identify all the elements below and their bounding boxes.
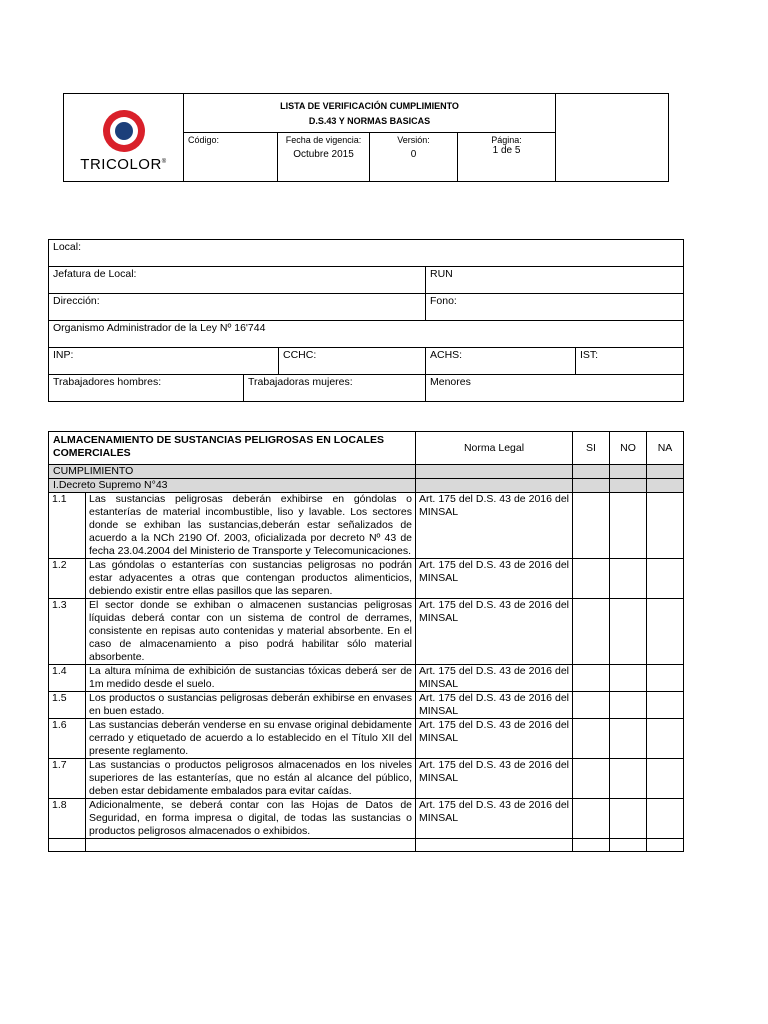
item-text: La altura mínima de exhibición de sustancias tóxicas deberá ser de 1m medido desde el suelo.	[86, 665, 416, 692]
jefatura-field[interactable]: Jefatura de Local:	[49, 267, 426, 294]
mujeres-field[interactable]: Trabajadoras mujeres:	[244, 375, 426, 402]
organismo-field[interactable]: Organismo Administrador de la Ley Nº 16'744	[49, 321, 684, 348]
item-law: Art. 175 del D.S. 43 de 2016 del MINSAL	[416, 759, 573, 799]
inp-field[interactable]: INP:	[49, 348, 279, 375]
item-text: Las sustancias o productos peligrosos almacenados en los niveles superiores de las estanterías, que no están al alcance del público, deben estar debidamente embalados para evitar caídas.	[86, 759, 416, 799]
item-number: 1.2	[49, 559, 86, 599]
item-law: Art. 175 del D.S. 43 de 2016 del MINSAL	[416, 559, 573, 599]
checklist-row	[49, 559, 684, 599]
checklist-title: ALMACENAMIENTO DE SUSTANCIAS PELIGROSAS EN LOCALES COMERCIALES	[49, 432, 416, 465]
col-si: SI	[573, 432, 610, 465]
fono-field[interactable]: Fono:	[426, 294, 684, 321]
no-checkbox-cell[interactable]	[610, 692, 647, 719]
checklist-row	[49, 719, 684, 759]
na-checkbox-cell[interactable]	[647, 692, 684, 719]
checklist-row	[49, 799, 684, 839]
item-number: 1.6	[49, 719, 86, 759]
item-number: 1.5	[49, 692, 86, 719]
empty-row	[49, 839, 684, 852]
item-law: Art. 175 del D.S. 43 de 2016 del MINSAL	[416, 692, 573, 719]
document-header	[63, 93, 669, 182]
si-checkbox-cell[interactable]	[573, 559, 610, 599]
na-checkbox-cell[interactable]	[647, 559, 684, 599]
checklist-row	[49, 599, 684, 665]
item-number: 1.7	[49, 759, 86, 799]
si-checkbox-cell[interactable]	[573, 719, 610, 759]
pagina-cell: Página: 1 de 5	[458, 133, 556, 182]
ist-field[interactable]: IST:	[576, 348, 684, 375]
si-checkbox-cell[interactable]	[573, 759, 610, 799]
item-number: 1.1	[49, 493, 86, 559]
item-law: Art. 175 del D.S. 43 de 2016 del MINSAL	[416, 493, 573, 559]
col-norma-legal: Norma Legal	[416, 432, 573, 465]
si-checkbox-cell[interactable]	[573, 665, 610, 692]
item-law: Art. 175 del D.S. 43 de 2016 del MINSAL	[416, 719, 573, 759]
logo-text: TRICOLOR®	[80, 156, 167, 173]
item-number: 1.4	[49, 665, 86, 692]
run-field[interactable]: RUN	[426, 267, 684, 294]
no-checkbox-cell[interactable]	[610, 599, 647, 665]
item-law: Art. 175 del D.S. 43 de 2016 del MINSAL	[416, 799, 573, 839]
checklist-row	[49, 665, 684, 692]
direccion-field[interactable]: Dirección:	[49, 294, 426, 321]
item-law: Art. 175 del D.S. 43 de 2016 del MINSAL	[416, 665, 573, 692]
no-checkbox-cell[interactable]	[610, 559, 647, 599]
local-field[interactable]: Local:	[49, 240, 684, 267]
tricolor-logo-icon	[101, 108, 147, 154]
no-checkbox-cell[interactable]	[610, 799, 647, 839]
logo-cell	[64, 94, 184, 182]
no-checkbox-cell[interactable]	[610, 665, 647, 692]
si-checkbox-cell[interactable]	[573, 493, 610, 559]
na-checkbox-cell[interactable]	[647, 493, 684, 559]
si-checkbox-cell[interactable]	[573, 692, 610, 719]
item-number: 1.3	[49, 599, 86, 665]
item-text: Los productos o sustancias peligrosas deberán exhibirse en envases en buen estado.	[86, 692, 416, 719]
item-law: Art. 175 del D.S. 43 de 2016 del MINSAL	[416, 599, 573, 665]
col-na: NA	[647, 432, 684, 465]
codigo-cell: Código:	[184, 133, 278, 182]
col-no: NO	[610, 432, 647, 465]
checklist-table	[48, 431, 684, 852]
na-checkbox-cell[interactable]	[647, 665, 684, 692]
item-text: Adicionalmente, se deberá contar con las Hojas de Datos de Seguridad, en forma impresa o digital, de todas las sustancias o productos peligrosos almacenados o exhibidos.	[86, 799, 416, 839]
cchc-field[interactable]: CCHC:	[279, 348, 426, 375]
na-checkbox-cell[interactable]	[647, 719, 684, 759]
section-cumplimiento: CUMPLIMIENTO	[49, 465, 416, 479]
na-checkbox-cell[interactable]	[647, 599, 684, 665]
item-number: 1.8	[49, 799, 86, 839]
version-cell: Versión: 0	[370, 133, 458, 182]
hombres-field[interactable]: Trabajadores hombres:	[49, 375, 244, 402]
achs-field[interactable]: ACHS:	[426, 348, 576, 375]
no-checkbox-cell[interactable]	[610, 719, 647, 759]
checklist-row	[49, 759, 684, 799]
fecha-cell: Fecha de vigencia: Octubre 2015	[278, 133, 370, 182]
no-checkbox-cell[interactable]	[610, 759, 647, 799]
na-checkbox-cell[interactable]	[647, 799, 684, 839]
info-table	[48, 239, 684, 402]
menores-field[interactable]: Menores	[426, 375, 684, 402]
si-checkbox-cell[interactable]	[573, 599, 610, 665]
document-title: LISTA DE VERIFICACIÓN CUMPLIMIENTO D.S.43 Y NORMAS BASICAS	[184, 94, 556, 133]
header-blank-cell	[556, 94, 669, 182]
si-checkbox-cell[interactable]	[573, 799, 610, 839]
na-checkbox-cell[interactable]	[647, 759, 684, 799]
no-checkbox-cell[interactable]	[610, 493, 647, 559]
checklist-row	[49, 692, 684, 719]
item-text: Las sustancias peligrosas deberán exhibirse en góndolas o estanterías de material incombustible, liso y lavable. Los sectores donde se exhiban las sustancias,deberán estar señalizados de acuerdo a la NCh 2190 Of. 2003, oficializada por decreto Nº 43 de fecha 23.04.2004 del Ministerio de Transporte y Telecomunicaciones.	[86, 493, 416, 559]
item-text: Las góndolas o estanterías con sustancias peligrosas no podrán estar adyacentes a otras que contengan productos alimenticios, debiendo existir entre ellas pasillos que las separen.	[86, 559, 416, 599]
item-text: Las sustancias deberán venderse en su envase original debidamente cerrado y etiquetado de acuerdo a lo establecido en el Título XII del presente reglamento.	[86, 719, 416, 759]
item-text: El sector donde se exhiban o almacenen sustancias peligrosas líquidas deberá contar con un sistema de control de derrames, consistente en repisas auto contenidas y material absorbente. En el caso de almacenamiento a piso podrá habilitar sólo material absorbente.	[86, 599, 416, 665]
subsection-decreto: I.Decreto Supremo N°43	[49, 479, 416, 493]
checklist-row	[49, 493, 684, 559]
